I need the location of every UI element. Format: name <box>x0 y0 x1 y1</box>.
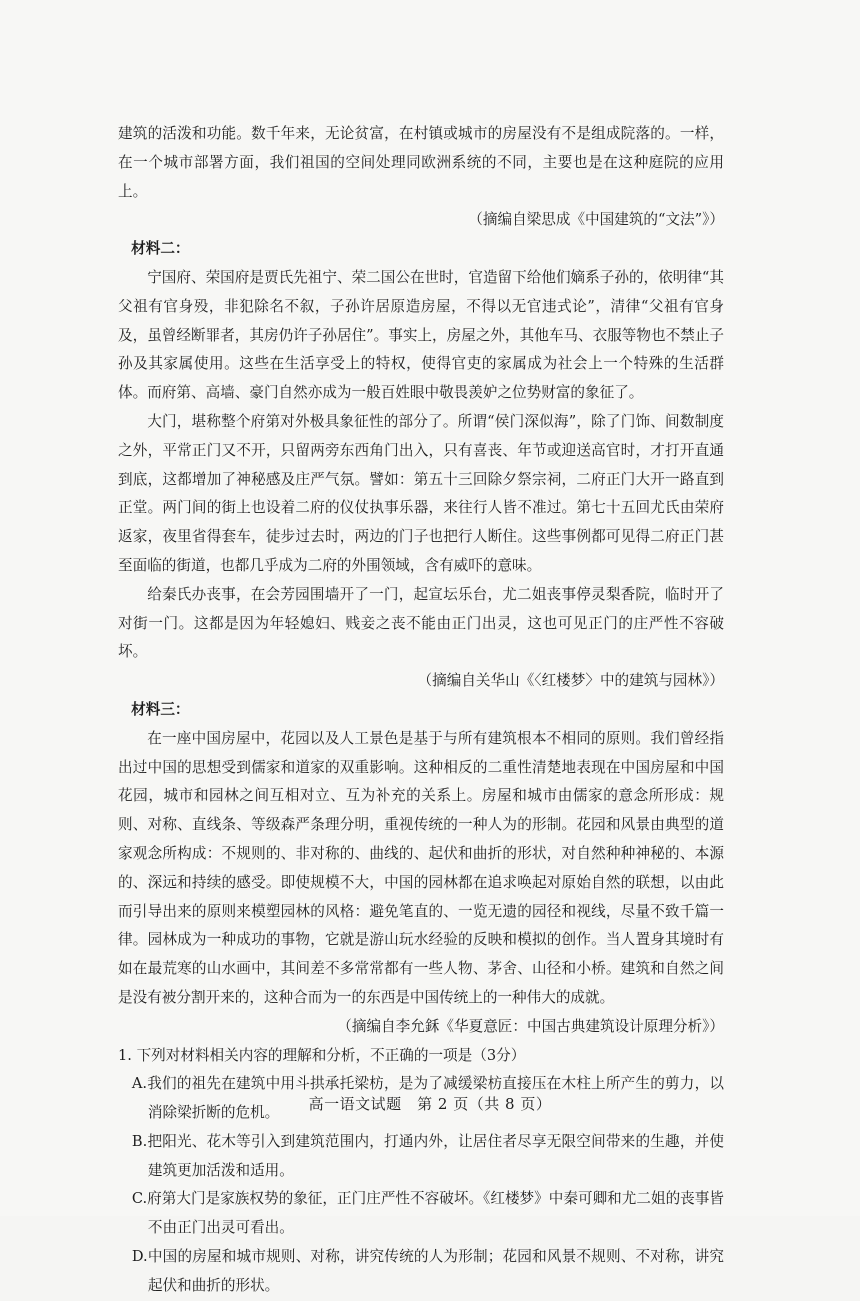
option-c-label: C. <box>131 1190 148 1208</box>
material-two-heading: 材料二： <box>131 240 190 258</box>
material-one-tail: 建筑的活泼和功能。数千年来，无论贫富，在村镇或城市的房屋没有不是组成院落的。一样，在一个城市部署方面，我们祖国的空间处理同欧洲系统的不同，主要也是在这种庭院的应用上。 <box>118 125 724 200</box>
option-b-text: 把阳光、花木等引入到建筑范围内，打通内外，让居住者尽享无限空间带来的生趣，并使建筑更加活泼和适用。 <box>147 1132 724 1179</box>
option-d[interactable] <box>118 1243 724 1301</box>
material-two-paragraph-1: 宁国府、荣国府是贾氏先祖宁、荣二国公在世时，官造留下给他们嫡系子孙的，依明律“其父祖有官身殁，非犯除名不叙，子孙许居原造房屋，不得以无官违式论”，清律“父祖有官身及，虽曾经断罪者，其房仍许子孙居住”。事实上，房屋之外，其他车马、衣服等物也不禁止子孙及其家属使用。这些在生活享受上的特权，使得官吏的家属成为社会上一个特殊的生活群体。而府第、高墙、豪门自然亦成为一般百姓眼中敬畏羡妒之位势财富的象征了。 <box>118 268 724 402</box>
material-three-source: （摘编自李允鉌《华夏意匠：中国古典建筑设计原理分析》） <box>337 1017 724 1035</box>
material-two-paragraph-2: 大门，堪称整个府第对外极具象征性的部分了。所谓“侯门深似海”，除了门饰、间数制度之外，平常正门又不开，只留两旁东西角门出入，只有喜丧、年节或迎送高官时，才打开直通到底，这都增加了神秘感及庄严气氛。譬如：第五十三回除夕祭宗祠，二府正门大开一路直到正堂。两门间的街上也设着二府的仪仗执事乐器，来往行人皆不准过。第七十五回尤氏由荣府返家，夜里省得套车，徒步过去时，两边的门子也把行人断住。这些事例都可见得二府正门甚至面临的街道，也都几乎成为二府的外围领域，含有威吓的意味。 <box>118 412 724 574</box>
material-three-paragraph: 在一座中国房屋中，花园以及人工景色是基于与所有建筑根本不相同的原则。我们曾经指出过中国的思想受到儒家和道家的双重影响。这种相反的二重性清楚地表现在中国房屋和中国花园，城市和园林之间互相对立、互为补充的关系上。房屋和城市由儒家的意念所形成：规则、对称、直线条、等级森严条理分明，重视传统的一种人为的形制。花园和风景由典型的道家观念所构成：不规则的、非对称的、曲线的、起伏和曲折的形状，对自然种种神秘的、本源的、深远和持续的感受。即使规模不大，中国的园林都在追求唤起对原始自然的联想，以由此而引导出来的原则来模塑园林的风格：避免笔直的、一览无遗的园径和视线，尽量不致千篇一律。园林成为一种成功的事物，它就是游山玩水经验的反映和模拟的创作。当人置身其境时有如在最荒寒的山水画中，其间差不多常常都有一些人物、茅舍、山径和小桥。建筑和自然之间是没有被分割开来的，这种合而为一的东西是中国传统上的一种伟大的成就。 <box>118 729 724 1006</box>
option-d-label: D. <box>131 1248 148 1266</box>
option-c-text: 府第大门是家族权势的象征，正门庄严性不容破坏。《红楼梦》中秦可卿和尤二姐的丧事皆不由正门出灵可看出。 <box>147 1190 724 1237</box>
option-b[interactable] <box>118 1128 724 1186</box>
material-three-heading: 材料三： <box>131 700 190 718</box>
material-one-source: （摘编自梁思成《中国建筑的“文法”》） <box>468 211 724 229</box>
option-c[interactable] <box>118 1185 724 1243</box>
option-d-text: 中国的房屋和城市规则、对称，讲究传统的人为形制；花园和风景不规则、不对称，讲究起伏和曲折的形状。 <box>147 1248 724 1294</box>
page-footer: 高一语文试题 第 2 页（共 8 页） <box>308 1095 552 1113</box>
material-two-source: （摘编自关华山《〈红楼梦〉中的建筑与园林》） <box>417 672 724 690</box>
material-two-paragraph-3: 给秦氏办丧事，在会芳园围墙开了一门，起宣坛乐台，尤二姐丧事停灵梨香院，临时开了对街一门。这都是因为年轻媳妇、贱妾之丧不能由正门出灵，这也可见正门的庄严性不容破坏。 <box>118 585 724 661</box>
option-a-text: 我们的祖先在建筑中用斗拱承托梁枋，是为了减缓梁枋直接压在木柱上所产生的剪力，以消除梁折断的危机。 <box>147 1075 724 1122</box>
exam-content <box>118 120 724 1301</box>
option-b-label: B. <box>131 1132 148 1150</box>
option-a-label: A. <box>131 1075 148 1093</box>
question-1-stem: 1. 下列对材料相关内容的理解和分析，不正确的一项是（3分） <box>118 1046 526 1064</box>
